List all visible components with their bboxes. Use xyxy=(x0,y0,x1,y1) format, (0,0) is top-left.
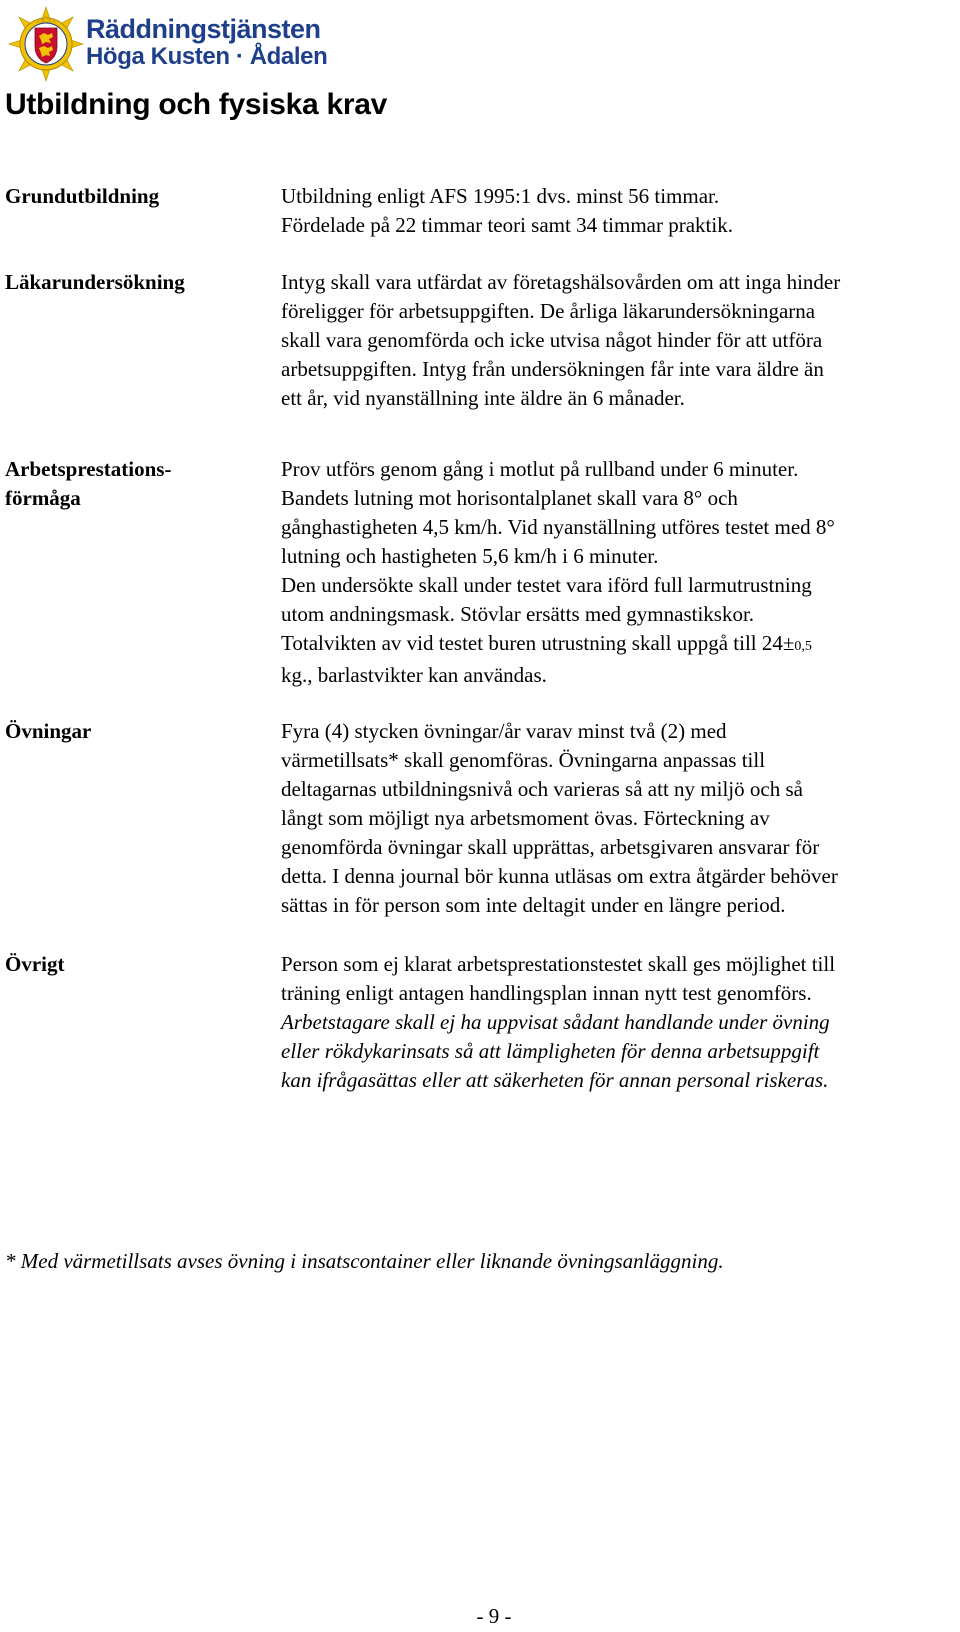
text-line: ett år, vid nyanställning inte äldre än 6 månader. xyxy=(281,386,685,410)
section-text-arbetsprestationsformaga xyxy=(281,455,951,690)
text-line: arbetsuppgiften. Intyg från undersökningen får inte vara äldre än xyxy=(281,357,824,381)
text-line: Bandets lutning mot horisontalplanet skall vara 8° och xyxy=(281,486,738,510)
text-line: kg., barlastvikter kan användas. xyxy=(281,663,547,687)
text-line: Fördelade på 22 timmar teori samt 34 timmar praktik. xyxy=(281,213,733,237)
italic-text-line: kan ifrågasättas eller att säkerheten för annan personal riskeras. xyxy=(281,1068,829,1092)
logo-wordmark xyxy=(86,16,327,70)
section-label-line: Övrigt xyxy=(5,952,65,976)
section-text-grundutbildning xyxy=(281,182,951,240)
rescue-service-emblem-icon xyxy=(8,6,84,82)
section-label-line: Grundutbildning xyxy=(5,184,160,208)
section-text-lakarundersokning xyxy=(281,268,951,413)
section-label-line: Arbetsprestations- xyxy=(5,457,172,481)
section-label-lakarundersokning xyxy=(5,268,185,297)
section-label-grundutbildning xyxy=(5,182,159,211)
text-line: lutning och hastigheten 5,6 km/h i 6 minuter. xyxy=(281,544,659,568)
text-line: långt som möjligt nya arbetsmoment övas. Förteckning av xyxy=(281,806,770,830)
section-text-ovningar xyxy=(281,717,951,920)
text-line: utom andningsmask. Stövlar ersätts med gymnastikskor. xyxy=(281,602,755,626)
text-line: Intyg skall vara utfärdat av företagshälsovården om att inga hinder xyxy=(281,270,841,294)
section-label-line: Övningar xyxy=(5,719,92,743)
text-line: sättas in för person som inte deltagit under en längre period. xyxy=(281,893,786,917)
text-line: Fyra (4) stycken övningar/år varav minst två (2) med xyxy=(281,719,727,743)
text-line: Prov utförs genom gång i motlut på rullband under 6 minuter. xyxy=(281,457,799,481)
text-line: Den undersökte skall under testet vara iförd full larmutrustning xyxy=(281,573,812,597)
text-line: Utbildning enligt AFS 1995:1 dvs. minst 56 timmar. xyxy=(281,184,720,208)
footnote: * Med värmetillsats avses övning i insatscontainer eller liknande övningsanläggning. xyxy=(5,1249,724,1273)
text-line: Totalvikten av vid testet buren utrustning skall uppgå till 24± xyxy=(281,631,795,655)
section-label-ovningar xyxy=(5,717,91,746)
page-title: Utbildning och fysiska krav xyxy=(5,88,388,121)
organization-logo xyxy=(8,6,328,82)
italic-text-line: eller rökdykarinsats så att lämpligheten för denna arbetsuppgift xyxy=(281,1039,820,1063)
text-line: detta. I denna journal bör kunna utläsas om extra åtgärder behöver xyxy=(281,864,838,888)
section-label-line: Läkarundersökning xyxy=(5,270,185,294)
text-line: träning enligt antagen handlingsplan innan nytt test genomförs. xyxy=(281,981,812,1005)
text-line: gånghastigheten 4,5 km/h. Vid nyanställning utföres testet med 8° xyxy=(281,515,835,539)
text-line: skall vara genomförda och icke utvisa något hinder för att utföra xyxy=(281,328,823,352)
text-line: genomförda övningar skall upprättas, arbetsgivaren ansvarar för xyxy=(281,835,820,859)
text-line: deltagarnas utbildningsnivå och varieras så att ny miljö och så xyxy=(281,777,803,801)
section-text-ovrigt xyxy=(281,950,951,1095)
italic-text-line: Arbetstagare skall ej ha uppvisat sådant handlande under övning xyxy=(281,1010,830,1034)
text-line-with-tolerance xyxy=(281,629,951,661)
logo-line-2: Höga Kusten · Ådalen xyxy=(86,43,328,70)
section-label-ovrigt xyxy=(5,950,64,979)
weight-tolerance: 0,5 xyxy=(794,639,812,654)
section-label-line: förmåga xyxy=(5,486,81,510)
text-line: värmetillsats* skall genomföras. Övningarna anpassas till xyxy=(281,748,766,772)
text-line: föreligger för arbetsuppgiften. De årliga läkarundersökningarna xyxy=(281,299,816,323)
page-number: - 9 - xyxy=(476,1604,512,1628)
section-label-arbetsprestationsformaga xyxy=(5,455,171,513)
text-line: Person som ej klarat arbetsprestationstestet skall ges möjlighet till xyxy=(281,952,836,976)
logo-line-1: Räddningstjänsten xyxy=(86,14,321,44)
